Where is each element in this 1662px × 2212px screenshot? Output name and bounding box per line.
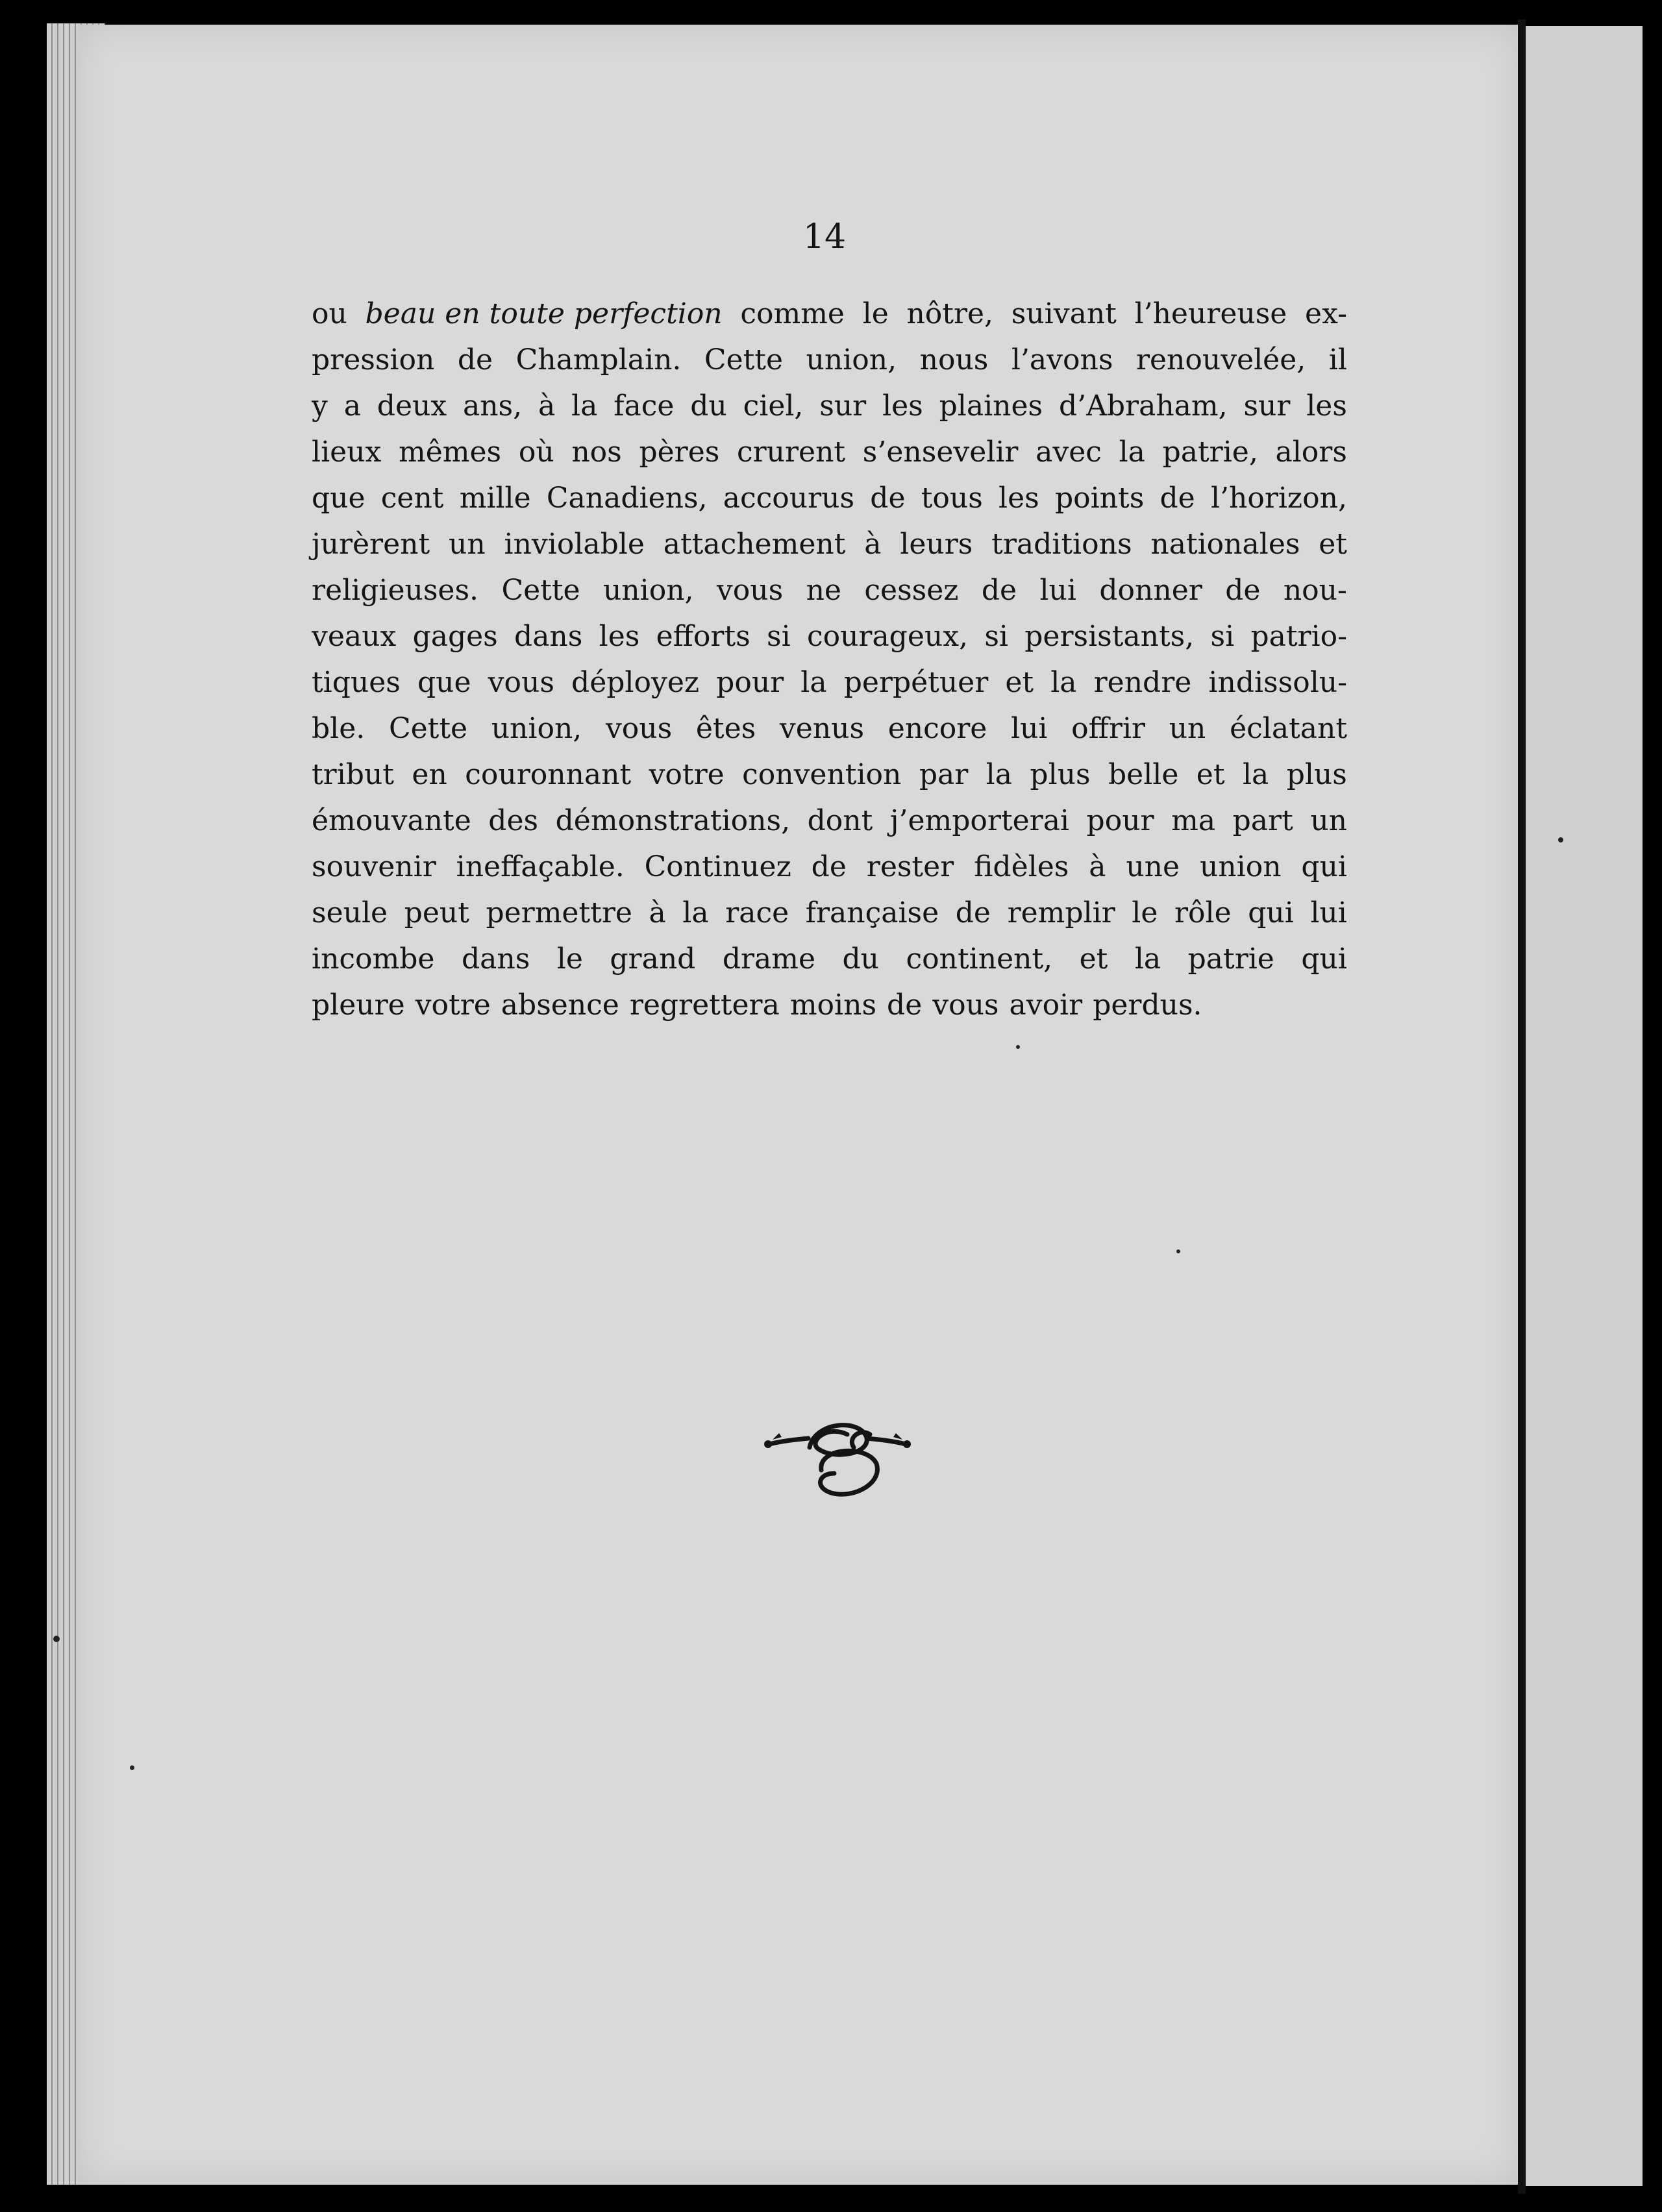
word: française	[805, 896, 939, 929]
word: de	[955, 896, 991, 929]
word: plus	[1030, 758, 1091, 791]
word: venus	[779, 712, 865, 745]
word: couronnant	[465, 758, 632, 791]
dust-speck	[1558, 837, 1563, 842]
word: union,	[491, 712, 582, 745]
word: où	[518, 436, 554, 469]
word: le	[862, 297, 889, 330]
word: l’avons	[1011, 343, 1113, 376]
word: beau en toute perfection	[365, 297, 723, 330]
text-line	[312, 798, 1347, 844]
text-line	[312, 429, 1347, 475]
word: rendre	[1093, 666, 1192, 699]
word: drame	[722, 942, 816, 976]
word: à	[538, 389, 556, 423]
word: de	[1225, 574, 1261, 607]
word: de	[1160, 482, 1195, 515]
word: union,	[602, 574, 694, 607]
text-line	[312, 844, 1347, 890]
text-line	[312, 521, 1347, 567]
word: pression	[312, 343, 435, 376]
word: belle	[1108, 758, 1179, 791]
facing-page-edge	[1526, 26, 1643, 2186]
word: avoir	[1009, 989, 1083, 1022]
word: ex-	[1305, 297, 1347, 330]
word: le	[556, 942, 583, 976]
page-gutter-divider	[1518, 19, 1526, 2194]
word: efforts	[656, 620, 750, 653]
word: patrie	[1187, 942, 1274, 976]
word: il	[1328, 343, 1347, 376]
word: du	[690, 389, 727, 423]
word: de	[887, 989, 923, 1022]
word: veaux	[312, 620, 397, 653]
word: cent	[380, 482, 444, 515]
word: absence	[501, 989, 619, 1022]
word: à	[864, 528, 882, 561]
word: lui	[1039, 574, 1076, 607]
word: union	[1199, 850, 1282, 883]
word: à	[649, 896, 666, 929]
word: nationales	[1150, 528, 1300, 561]
word: union,	[806, 343, 897, 376]
word: la	[1119, 436, 1145, 469]
word: une	[1126, 850, 1180, 883]
word: incombe	[312, 942, 435, 976]
dust-speck	[1016, 1045, 1020, 1049]
word: dont	[807, 804, 873, 837]
word: convention	[742, 758, 902, 791]
word: qui	[1301, 942, 1347, 976]
text-line	[312, 613, 1347, 659]
word: perpétuer	[843, 666, 989, 699]
word: qui	[1301, 850, 1347, 883]
word: grand	[610, 942, 696, 976]
word: ciel,	[743, 389, 804, 423]
word: courageux,	[806, 620, 969, 653]
text-line	[312, 383, 1347, 429]
word: vous	[605, 712, 673, 745]
word: inviolable	[504, 528, 645, 561]
word: et	[1079, 942, 1108, 976]
word: souvenir	[312, 850, 436, 883]
word: votre	[415, 989, 491, 1022]
word: comme	[740, 297, 845, 330]
word: Cette	[704, 343, 784, 376]
word: Cette	[501, 574, 580, 607]
word: la	[800, 666, 827, 699]
word: nos	[571, 436, 622, 469]
word: plus	[1286, 758, 1347, 791]
word: d’Abraham,	[1058, 389, 1228, 423]
text-line	[312, 567, 1347, 613]
word: ma	[1171, 804, 1216, 837]
word: fidèles	[974, 850, 1069, 883]
word: cessez	[864, 574, 959, 607]
word: des	[488, 804, 539, 837]
word: un	[1169, 712, 1206, 745]
word: ou	[312, 297, 347, 330]
word: deux	[377, 389, 447, 423]
text-line	[312, 659, 1347, 706]
word: dans	[514, 620, 583, 653]
word: Continuez	[644, 850, 791, 883]
word: vous	[488, 666, 554, 699]
word: un	[448, 528, 486, 561]
word: suivant	[1011, 297, 1117, 330]
word: de	[811, 850, 847, 883]
word: en	[412, 758, 447, 791]
word: tribut	[312, 758, 394, 791]
word: votre	[649, 758, 725, 791]
word: tous	[921, 482, 983, 515]
word: avec	[1036, 436, 1102, 469]
text-line	[312, 291, 1347, 337]
word: alors	[1275, 436, 1347, 469]
word: mêmes	[399, 436, 502, 469]
word: patrie,	[1162, 436, 1258, 469]
word: du	[842, 942, 880, 976]
dust-speck	[53, 1636, 60, 1642]
word: déployez	[571, 666, 700, 699]
word: a	[343, 389, 361, 423]
word: le	[1132, 896, 1158, 929]
word: la	[1242, 758, 1269, 791]
word: encore	[887, 712, 987, 745]
dust-speck	[130, 1765, 134, 1770]
word: race	[725, 896, 789, 929]
word: dans	[461, 942, 530, 976]
word: nou-	[1283, 574, 1347, 607]
word: rôle	[1174, 896, 1232, 929]
text-line	[312, 982, 1347, 1028]
text-line	[312, 475, 1347, 521]
word: renouvelée,	[1135, 343, 1306, 376]
word: peut	[404, 896, 469, 929]
word: plaines	[939, 389, 1043, 423]
word: donner	[1099, 574, 1202, 607]
word: si	[984, 620, 1008, 653]
dust-speck	[1176, 1249, 1180, 1253]
word: indissolu-	[1208, 666, 1347, 699]
word: lieux	[312, 436, 382, 469]
word: les	[1306, 389, 1347, 423]
text-line	[312, 706, 1347, 752]
word: y	[312, 389, 328, 423]
word: crurent	[737, 436, 846, 469]
word: face	[614, 389, 675, 423]
word: pour	[1086, 804, 1154, 837]
word: j’emporterai	[889, 804, 1069, 837]
word: continent,	[906, 942, 1053, 976]
word: la	[571, 389, 598, 423]
word: jurèrent	[312, 528, 430, 561]
word: regrettera	[629, 989, 780, 1022]
word: sur	[819, 389, 867, 423]
word: offrir	[1071, 712, 1146, 745]
word: si	[767, 620, 791, 653]
word: pour	[716, 666, 784, 699]
word: leurs	[900, 528, 973, 561]
word: points	[1054, 482, 1145, 515]
word: ineffaçable.	[456, 850, 625, 883]
body-paragraph	[312, 291, 1347, 1028]
word: lui	[1310, 896, 1347, 929]
word: un	[1310, 804, 1347, 837]
word: patrio-	[1250, 620, 1347, 653]
word: l’heureuse	[1134, 297, 1287, 330]
text-line	[312, 752, 1347, 798]
word: la	[682, 896, 709, 929]
word: religieuses.	[312, 574, 479, 607]
word: si	[1210, 620, 1235, 653]
page-number: 14	[802, 217, 847, 256]
word: lui	[1011, 712, 1048, 745]
word: moins	[789, 989, 877, 1022]
word: qui	[1248, 896, 1294, 929]
word: rester	[866, 850, 954, 883]
word: tiques	[312, 666, 401, 699]
word: mille	[459, 482, 531, 515]
text-line	[312, 936, 1347, 982]
word: perdus.	[1093, 989, 1202, 1022]
word: remplir	[1007, 896, 1115, 929]
word: ble.	[312, 712, 366, 745]
word: êtes	[695, 712, 756, 745]
word: Champlain.	[515, 343, 682, 376]
word: s’ensevelir	[862, 436, 1019, 469]
word: de	[870, 482, 906, 515]
word: émouvante	[312, 804, 471, 837]
word: et	[1319, 528, 1347, 561]
word: les	[998, 482, 1039, 515]
word: et	[1005, 666, 1034, 699]
word: ans,	[462, 389, 523, 423]
word: seule	[312, 896, 388, 929]
word: démonstrations,	[555, 804, 791, 837]
word: la	[1134, 942, 1161, 976]
word: permettre	[486, 896, 632, 929]
word: par	[919, 758, 969, 791]
word: éclatant	[1230, 712, 1347, 745]
word: nôtre,	[906, 297, 994, 330]
word: gages	[412, 620, 498, 653]
word: l’horizon,	[1210, 482, 1347, 515]
word: persistants,	[1024, 620, 1195, 653]
word: les	[882, 389, 923, 423]
word: de	[457, 343, 493, 376]
word: part	[1232, 804, 1293, 837]
word: traditions	[991, 528, 1132, 561]
word: nous	[919, 343, 989, 376]
word: que	[417, 666, 471, 699]
word: et	[1196, 758, 1225, 791]
word: vous	[932, 989, 999, 1022]
calligraphic-flourish-icon	[756, 1408, 919, 1525]
word: sur	[1243, 389, 1291, 423]
word: attachement	[663, 528, 846, 561]
word: à	[1089, 850, 1106, 883]
word: Canadiens,	[546, 482, 708, 515]
word: Cette	[388, 712, 468, 745]
word: la	[1050, 666, 1077, 699]
word: que	[312, 482, 366, 515]
word: pères	[639, 436, 720, 469]
word: pleure	[312, 989, 405, 1022]
word: de	[981, 574, 1017, 607]
word: accourus	[723, 482, 855, 515]
word: la	[986, 758, 1012, 791]
word: ne	[806, 574, 841, 607]
text-line	[312, 337, 1347, 383]
text-line	[312, 890, 1347, 936]
word: vous	[716, 574, 784, 607]
word: les	[599, 620, 640, 653]
